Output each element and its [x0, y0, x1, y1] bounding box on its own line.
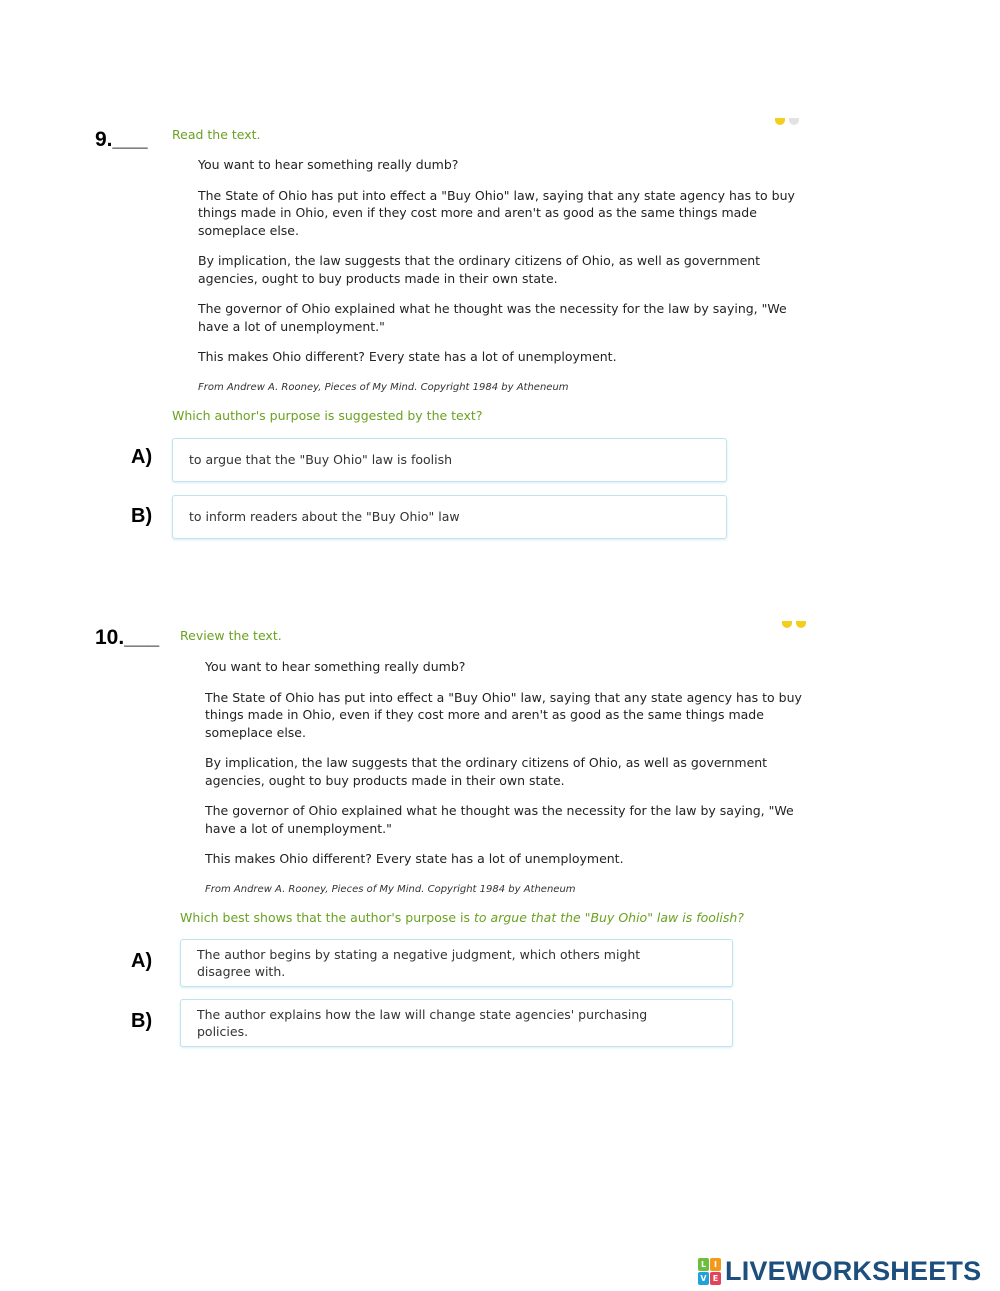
option-a-text: The author begins by stating a negative judgment, which others might disagree with. — [197, 946, 641, 979]
option-b-button[interactable] — [180, 999, 733, 1047]
passage-paragraph: The State of Ohio has put into effect a "Buy Ohio" law, saying that any state agency has to buy things made in Ohio, even if they cost more and aren't as good as the same things made someplace else. — [198, 187, 795, 238]
passage-paragraph: The governor of Ohio explained what he thought was the necessity for the law by saying, "We have a lot of unemployment." — [205, 803, 794, 836]
option-b-button[interactable] — [172, 495, 727, 539]
instruction-text: Review the text. — [180, 628, 282, 643]
passage-paragraph: This makes Ohio different? Every state has a lot of unemployment. — [205, 851, 624, 866]
liveworksheets-logo — [698, 1256, 981, 1287]
progress-dots — [782, 621, 812, 631]
question-prompt-emphasis: to argue that the "Buy Ohio" law is foolish? — [474, 910, 744, 925]
icon-tile: E — [710, 1272, 721, 1285]
option-b-text: The author explains how the law will change state agencies' purchasing policies. — [197, 1006, 648, 1039]
logo-text: LIVEWORKSHEETS — [725, 1256, 982, 1286]
option-b-letter: B) — [131, 505, 153, 527]
option-b-letter: B) — [131, 1010, 153, 1032]
progress-dot-empty — [789, 118, 799, 125]
question-prompt-prefix: Which best shows that the author's purpose is — [180, 910, 475, 925]
option-a-letter: A) — [131, 950, 153, 972]
option-a-letter: A) — [131, 446, 153, 468]
progress-dot-filled — [775, 118, 785, 125]
icon-tile: L — [698, 1258, 709, 1271]
progress-dots — [775, 118, 805, 128]
question-number: 9.___ — [95, 128, 148, 151]
progress-dot-filled — [782, 621, 792, 628]
option-a-button[interactable] — [180, 939, 733, 987]
question-prompt — [180, 910, 744, 925]
instruction-text: Read the text. — [172, 127, 261, 142]
option-a-button[interactable] — [172, 438, 727, 482]
passage-paragraph: By implication, the law suggests that the ordinary citizens of Ohio, as well as government agencies, ought to buy products made in their own state. — [198, 253, 761, 286]
passage-source: From Andrew A. Rooney, Pieces of My Mind. Copyright 1984 by Atheneum — [198, 381, 569, 393]
option-a-text: to argue that the "Buy Ohio" law is foolish — [189, 452, 453, 468]
passage-source: From Andrew A. Rooney, Pieces of My Mind. Copyright 1984 by Atheneum — [205, 883, 576, 895]
liveworksheets-icon — [698, 1258, 722, 1286]
passage-paragraph: By implication, the law suggests that the ordinary citizens of Ohio, as well as government agencies, ought to buy products made in their own state. — [205, 755, 768, 788]
passage-paragraph: This makes Ohio different? Every state has a lot of unemployment. — [198, 349, 617, 364]
question-number: 10.___ — [95, 626, 160, 649]
progress-dot-filled — [796, 621, 806, 628]
question-prompt: Which author's purpose is suggested by the text? — [172, 408, 483, 423]
icon-tile: V — [698, 1272, 709, 1285]
passage — [205, 658, 810, 911]
passage-paragraph: The governor of Ohio explained what he thought was the necessity for the law by saying, "We have a lot of unemployment." — [198, 301, 787, 334]
passage — [198, 156, 803, 409]
passage-paragraph: You want to hear something really dumb? — [205, 659, 466, 674]
icon-tile: I — [710, 1258, 721, 1271]
passage-paragraph: The State of Ohio has put into effect a "Buy Ohio" law, saying that any state agency has to buy things made in Ohio, even if they cost more and aren't as good as the same things made someplace else. — [205, 689, 802, 740]
option-b-text: to inform readers about the "Buy Ohio" law — [189, 509, 460, 525]
passage-paragraph: You want to hear something really dumb? — [198, 157, 459, 172]
